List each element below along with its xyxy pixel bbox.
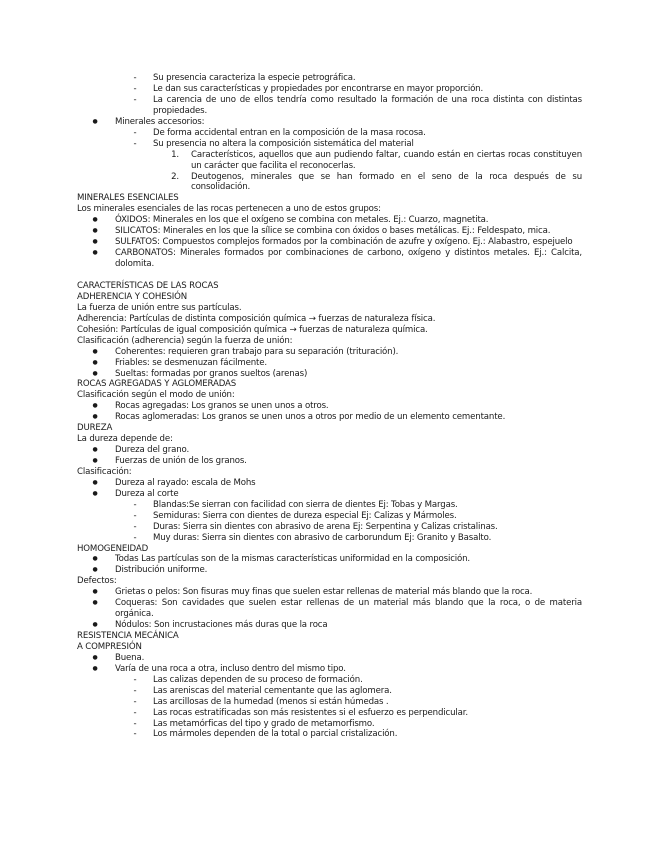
dash-marker: - [133,729,137,740]
paragraph-line [77,434,582,445]
dash-marker: - [133,94,137,105]
line-text: Su presencia no altera la composición sistemática del material [153,138,414,149]
list-item [77,369,582,380]
paragraph-line [77,631,582,642]
list-item [77,598,582,620]
list-item [77,478,582,489]
list-item [77,522,582,533]
line-text: ADHERENCIA Y COHESIÓN [77,291,188,302]
bullet-icon: ● [92,599,98,607]
list-item [77,172,582,194]
line-text: SULFATOS: Compuestos complejos formados por la combinación de azufre y oxígeno. Ej.: Alabastro, espejuelo [115,237,573,248]
dash-marker: - [133,685,137,696]
line-text: Clasificación según el modo de unión: [77,390,235,401]
list-item [77,84,582,95]
line-text: Defectos: [77,576,117,587]
bullet-icon: ● [92,117,98,125]
line-text: Rocas aglomeradas: Los granos se unen unos a otros por medio de un elemento cementante. [115,412,506,423]
list-item [77,358,582,369]
line-text: Dureza al corte [115,488,179,499]
list-item [77,73,582,84]
paragraph-line [77,423,582,434]
bullet-icon: ● [92,588,98,596]
bullet-icon: ● [92,664,98,672]
bullet-icon: ● [92,358,98,366]
line-text: Duras: Sierra sin dientes con abrasivo de arena Ej: Serpentina y Calizas cristalinas. [153,521,498,532]
list-item [77,533,582,544]
list-item [77,139,582,150]
line-text: Los mármoles dependen de la total o parcial cristalización. [153,729,398,740]
line-text: De forma accidental entran en la composición de la masa rocosa. [153,127,426,138]
bullet-icon: ● [92,402,98,410]
list-item [77,95,582,117]
bullet-icon: ● [92,413,98,421]
paragraph-line [77,193,582,204]
list-item [77,226,582,237]
line-text: Le dan sus características y propiedades por encontrarse en mayor proporción. [153,83,484,94]
list-item [77,653,582,664]
list-item [77,347,582,358]
list-item [77,445,582,456]
bullet-icon: ● [92,227,98,235]
list-item [77,150,582,172]
paragraph-line [77,467,582,478]
line-text: Semiduras: Sierra con dientes de dureza especial Ej: Calizas y Mármoles. [153,510,457,521]
line-text: Todas Las partículas son de la mismas características uniformidad en la composición. [115,554,471,565]
line-text: ÓXIDOS: Minerales en los que el oxígeno se combina con metales. Ej.: Cuarzo, magnetita. [115,215,489,226]
line-text: Las arcillosas de la humedad (menos si están húmedas . [153,696,389,707]
line-text: La fuerza de unión entre sus partículas. [77,302,242,313]
line-text: Minerales accesorios: [115,116,205,127]
list-item [77,664,582,675]
line-text: Las areniscas del material cementante que las aglomera. [153,685,392,696]
dash-marker: - [133,696,137,707]
dash-marker: - [133,532,137,543]
line-text: Los minerales esenciales de las rocas pertenecen a uno de estos grupos: [77,204,381,215]
line-text: Las rocas estratificadas son más resistentes si el esfuerzo es perpendicular. [153,707,468,718]
paragraph-line [77,281,582,292]
line-text: A COMPRESIÓN [77,641,142,652]
paragraph-line [77,336,582,347]
paragraph-line [77,292,582,303]
dash-marker: - [133,707,137,718]
dash-marker: - [133,674,137,685]
line-text: HOMOGENEIDAD [77,543,149,554]
line-text: Las calizas dependen de su proceso de formación. [153,674,363,685]
bullet-icon: ● [92,489,98,497]
line-text: MINERALES ESENCIALES [77,193,179,204]
bullet-icon: ● [92,621,98,629]
list-item [77,719,582,730]
line-text: Clasificación: [77,466,132,477]
paragraph-line [77,390,582,401]
bullet-icon: ● [92,238,98,246]
line-text: Grietas o pelos: Son fisuras muy finas que suelen estar rellenas de material más blando que la roca. [115,587,533,598]
line-text: DUREZA [77,423,113,434]
paragraph-line [77,544,582,555]
line-text: Rocas agregadas: Los granos se unen unos a otros. [115,401,329,412]
list-item [77,729,582,740]
bullet-icon: ● [92,216,98,224]
line-text: Nódulos: Son incrustaciones más duras que la roca [115,620,328,631]
dash-marker: - [133,499,137,510]
line-text: Fuerzas de unión de los granos. [115,456,247,467]
list-item [77,565,582,576]
line-text: Friables: se desmenuzan fácilmente. [115,357,267,368]
line-text: Clasificación (adherencia) según la fuerza de unión: [77,335,293,346]
list-item [77,237,582,248]
line-text: RESISTENCIA MECÁNICA [77,631,179,642]
dash-marker: - [133,510,137,521]
line-text: Distribución uniforme. [115,565,208,576]
list-item [77,500,582,511]
list-item [77,215,582,226]
paragraph-line [77,379,582,390]
paragraph-line [77,303,582,314]
line-text: Buena. [115,652,145,663]
line-text: Dureza del grano. [115,445,190,456]
line-text: Coherentes: requieren gran trabajo para su separación (trituración). [115,346,399,357]
number-marker: 2. [171,171,179,182]
dash-marker: - [133,83,137,94]
list-item [77,587,582,598]
line-text: Cohesión: Partículas de igual composición química → fuerzas de naturaleza química. [77,324,428,335]
blank-line [77,270,582,281]
line-text: Las metamórficas del tipo y grado de metamorfismo. [153,718,375,729]
bullet-icon: ● [92,446,98,454]
line-text: Característicos, aquellos que aun pudiendo faltar, cuando están en ciertas rocas constituyen un carácter que facilita el reconocerlas. [191,149,582,171]
bullet-icon: ● [92,457,98,465]
line-text: ROCAS AGREGADAS Y AGLOMERADAS [77,379,237,390]
list-item [77,489,582,500]
number-marker: 1. [171,149,179,160]
list-item [77,620,582,631]
paragraph-line [77,204,582,215]
dash-marker: - [133,138,137,149]
bullet-icon: ● [92,249,98,257]
line-text: Adherencia: Partículas de distinta composición química → fuerzas de naturaleza física. [77,313,436,324]
bullet-icon: ● [92,653,98,661]
line-text: Blandas:Se sierran con facilidad con sierra de dientes Ej: Tobas y Margas. [153,499,458,510]
bullet-icon: ● [92,566,98,574]
line-text: Deutogenos, minerales que se han formado en el seno de la roca después de su consolidación. [191,171,582,193]
list-item [77,412,582,423]
dash-marker: - [133,521,137,532]
list-item [77,686,582,697]
list-item [77,128,582,139]
line-text: La dureza depende de: [77,434,173,445]
line-text: Sueltas: formadas por granos sueltos (arenas) [115,368,308,379]
bullet-icon: ● [92,347,98,355]
line-text: Muy duras: Sierra sin dientes con abrasivo de carborundum Ej: Granito y Basalto. [153,532,492,543]
line-text: CARBONATOS: Minerales formados por combinaciones de carbono, oxígeno y distintos metales. Ej.: Calcita, dolomita. [115,248,582,270]
bullet-icon: ● [92,555,98,563]
document-content [77,73,582,740]
bullet-icon: ● [92,478,98,486]
list-item [77,117,582,128]
line-text: Dureza al rayado: escala de Mohs [115,477,256,488]
list-item [77,697,582,708]
line-text: Su presencia caracteriza la especie petrográfica. [153,73,356,83]
list-item [77,511,582,522]
dash-marker: - [133,127,137,138]
list-item [77,708,582,719]
line-text: La carencia de uno de ellos tendría como resultado la formación de una roca distinta con distintas propiedades. [153,94,582,116]
list-item [77,248,582,270]
line-text: Coqueras: Son cavidades que suelen estar rellenas de un material más blando que la roca, o de materia orgánica. [115,598,582,620]
line-text: Varía de una roca a otra, incluso dentro del mismo tipo. [115,663,346,674]
paragraph-line [77,642,582,653]
bullet-icon: ● [92,369,98,377]
list-item [77,675,582,686]
dash-marker: - [133,718,137,729]
paragraph-line [77,314,582,325]
dash-marker: - [133,73,137,83]
list-item [77,401,582,412]
paragraph-line [77,325,582,336]
line-text: CARACTERÍSTICAS DE LAS ROCAS [77,281,219,292]
line-text: SILICATOS: Minerales en los que la sílice se combina con óxidos o bases metálicas. Ej.: Feldespato, mica. [115,226,551,237]
list-item [77,554,582,565]
list-item [77,456,582,467]
paragraph-line [77,576,582,587]
